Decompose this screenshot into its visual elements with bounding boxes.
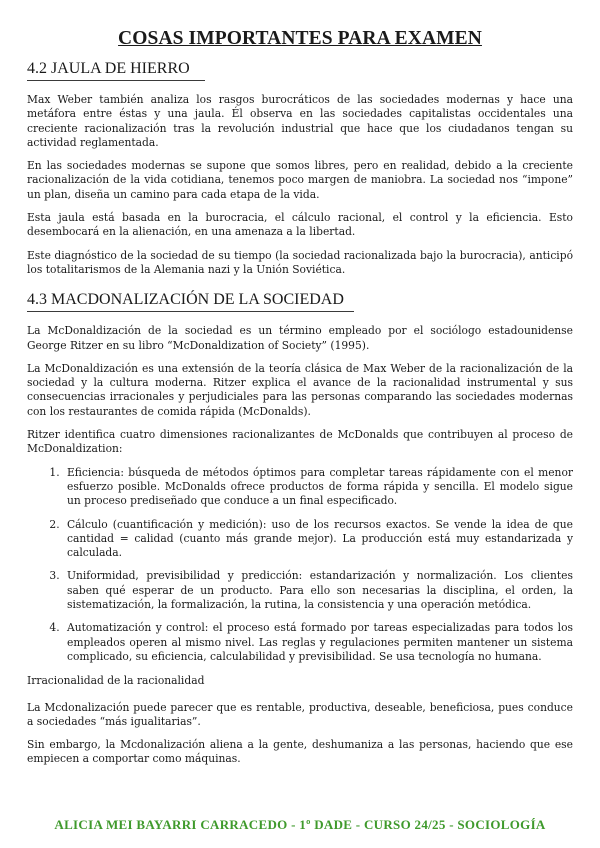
- paragraph: La Mcdonalización puede parecer que es rentable, productiva, deseable, beneficiosa, pues conduce a sociedades “más igualitarias”.: [27, 700, 573, 728]
- paragraph: La McDonaldización de la sociedad es un término empleado por el sociólogo estadounidense George Ritzer en su libro “McDonaldization of Society” (1995).: [27, 324, 573, 352]
- paragraph: Ritzer identifica cuatro dimensiones racionalizantes de McDonalds que contribuyen al proceso de McDonaldization:: [27, 428, 573, 456]
- paragraph: La McDonaldización es una extensión de la teoría clásica de Max Weber de la racionalización de la sociedad y la cultura moderna. Ritzer explica el avance de la racionalidad instrumental y sus consecuencias irracionales y perjudiciales para las personas comparando las sociedades modernas con los restaurantes de comida rápida (McDonalds).: [27, 361, 573, 418]
- paragraph: En las sociedades modernas se supone que somos libres, pero en realidad, debido a la creciente racionalización de la vida cotidiana, tenemos poco margen de maniobra. La sociedad nos “impone” un plan, diseña un camino para cada etapa de la vida.: [27, 159, 573, 201]
- paragraph: Max Weber también analiza los rasgos burocráticos de las sociedades modernas y hace una metáfora entre éstas y una jaula. Él observa en las sociedades capitalistas occidentales una creciente racionalización tras la revolución industrial que hace que los ciudadanos tengan su actividad reglamentada.: [27, 93, 573, 149]
- paragraph: Esta jaula está basada en la burocracia, el cálculo racional, el control y la eficiencia. Esto desembocará en la alienación, en una amenaza a la libertad.: [27, 211, 573, 239]
- dimensions-list: [27, 466, 573, 665]
- document-page: [27, 28, 573, 776]
- section-heading-jaula-text: 4.2 JAULA DE HIERRO: [27, 60, 190, 77]
- heading-underline: [27, 80, 205, 81]
- list-item: 4. Automatización y control: el proceso está formado por tareas especializadas para todos los empleados operen al mismo nivel. Las reglas y regulaciones permiten mantener un sistema complicado, su eficiencia, calculabilidad y previsibilidad. Se usa tecnología no humana.: [63, 621, 573, 664]
- paragraph: Sin embargo, la Mcdonalización aliena a la gente, deshumaniza a las personas, haciendo que ese empiecen a comportar como máquinas.: [27, 738, 573, 766]
- paragraph: Este diagnóstico de la sociedad de su tiempo (la sociedad racionalizada bajo la burocracia), anticipó los totalitarismos de la Alemania nazi y la Unión Soviética.: [27, 248, 573, 276]
- section-heading-jaula: [27, 60, 573, 81]
- list-item: 3. Uniformidad, previsibilidad y predicción: estandarización y normalización. Los clientes saben qué esperar de un producto. Para ello son necesarias la disciplina, el orden, la sistematización, la formalización, la rutina, la consistencia y una operación metódica.: [63, 569, 573, 612]
- subheading: Irracionalidad de la racionalidad: [27, 674, 205, 688]
- section-heading-macdonalizacion: [27, 291, 573, 312]
- section-heading-macdonalizacion-text: 4.3 MACDONALIZACIÓN DE LA SOCIEDAD: [27, 291, 344, 309]
- page-title: COSAS IMPORTANTES PARA EXAMEN: [118, 28, 482, 49]
- list-item: 2. Cálculo (cuantificación y medición): uso de los recursos exactos. Se vende la idea de que cantidad = calidad (cuanto más grande mejor). La producción está muy estandarizada y calculada.: [63, 518, 573, 561]
- heading-underline: [27, 311, 354, 312]
- page-footer: ALICIA MEI BAYARRI CARRACEDO - 1º DADE - CURSO 24/25 - SOCIOLOGÍA: [54, 817, 546, 832]
- list-item: 1. Eficiencia: búsqueda de métodos óptimos para completar tareas rápidamente con el menor esfuerzo posible. McDonalds ofrece productos de forma rápida y sencilla. El modelo sigue un proceso prediseñado que conduce a un final especificado.: [63, 466, 573, 509]
